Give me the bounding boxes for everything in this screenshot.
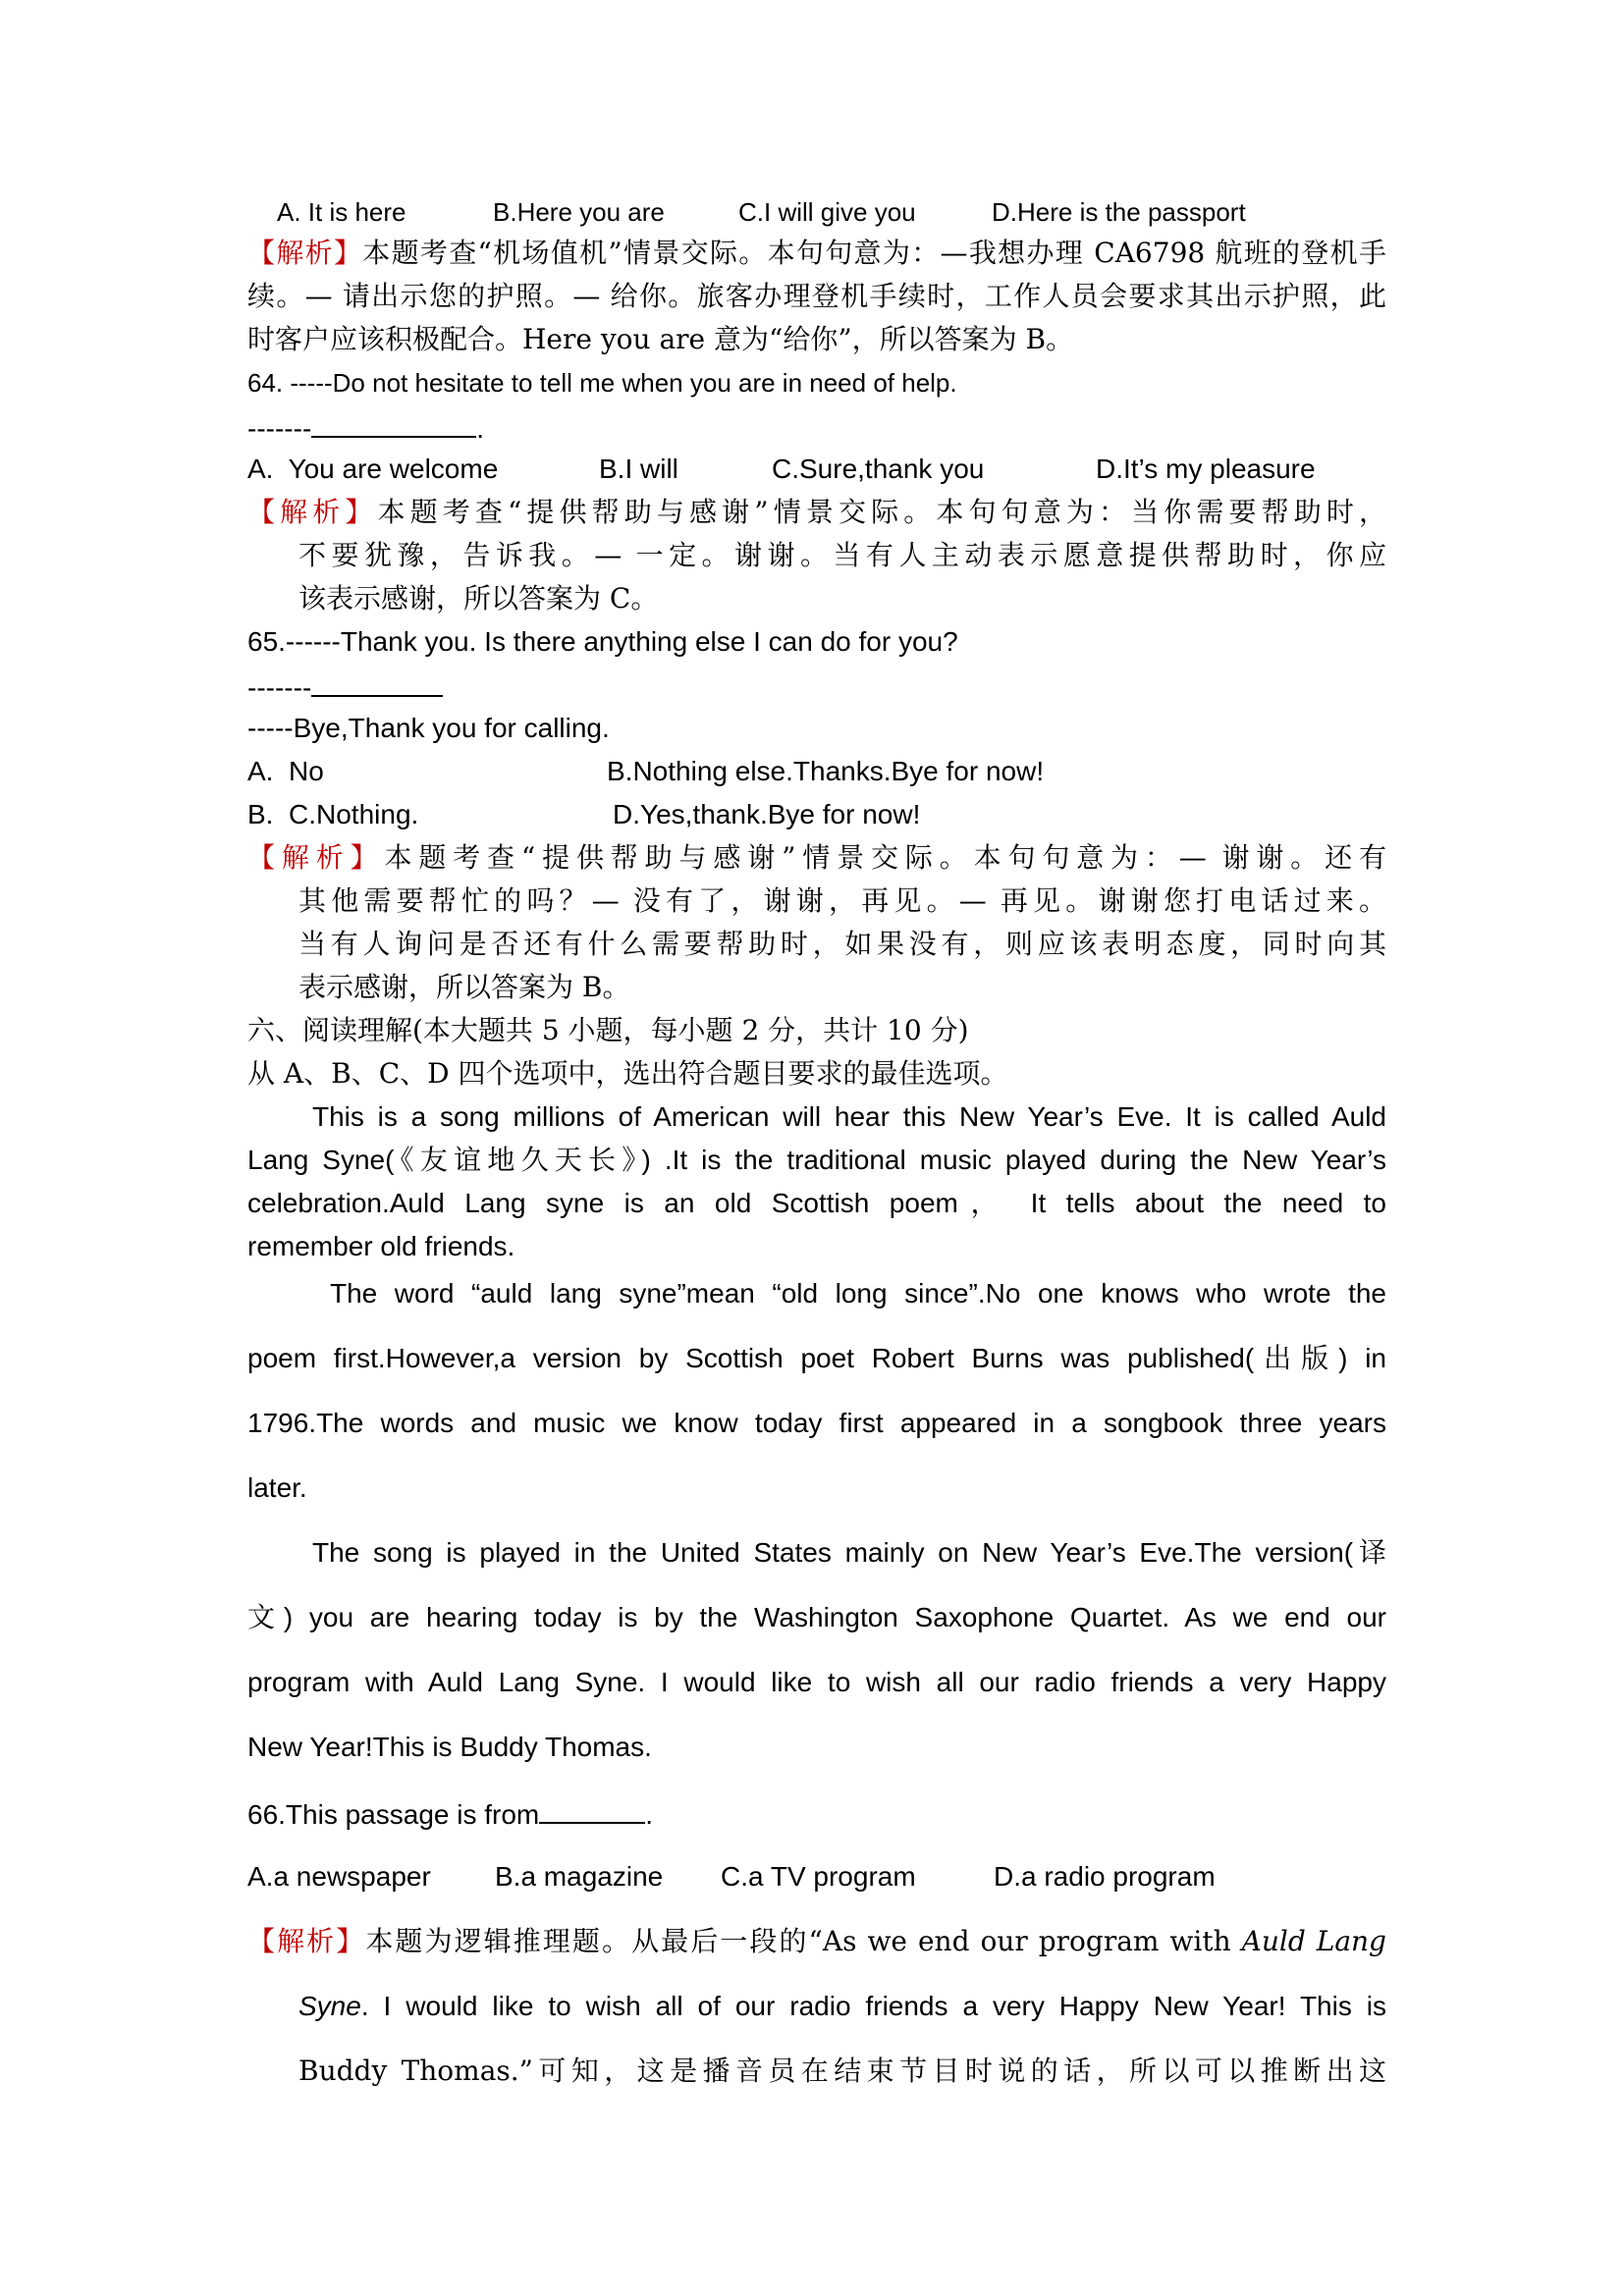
passage-p1-line-1: This is a song millions of American will hear this New Year’s Eve. It is called Auld: [312, 1101, 1386, 1132]
passage-p2-line-4: later.: [247, 1472, 307, 1503]
passage-p1-line-3: celebration.Auld Lang syne is an old Scottish poem， It tells about the need to: [247, 1188, 1386, 1218]
q66-option-d: D.a radio program: [994, 1861, 1216, 1892]
q63-analysis-line-1: 【解析】本题考查“机场值机”情景交际。本句句意为：—我想办理 CA6798 航班的登机手: [247, 237, 1386, 269]
q64-option-c: C.Sure,thank you: [772, 454, 985, 484]
analysis-tag: 【解析】: [247, 841, 385, 874]
answer-blank: [311, 666, 443, 697]
q65-analysis-line-4: 表示感谢，所以答案为 B。: [298, 971, 630, 1003]
q66-analysis-line-2: Syne. I would like to wish all of our radio friends a very Happy New Year! This is: [298, 1991, 1386, 2021]
q65-option-a: A. No: [247, 756, 324, 786]
q65-option-c: B. C.Nothing.: [247, 799, 419, 829]
q66-option-a: A.a newspaper: [247, 1861, 431, 1892]
q63-option-a: A. It is here: [277, 197, 406, 227]
q65-option-b: B.Nothing else.Thanks.Bye for now!: [607, 756, 1045, 786]
q66-analysis-line-3: Buddy Thomas.”可知，这是播音员在结束节目时说的话，所以可以推断出这: [298, 2055, 1386, 2087]
q64-question: 64. -----Do not hesitate to tell me when you are in need of help.: [247, 368, 957, 398]
passage-p3-line-1: The song is played in the United States mainly on New Year’s Eve.The version(译: [312, 1537, 1386, 1568]
passage-p3-line-4: New Year!This is Buddy Thomas.: [247, 1732, 652, 1762]
q65-analysis-line-1: 【解析】本题考查“提供帮助与感谢”情景交际。本句句意为：— 谢谢。还有: [247, 841, 1386, 874]
q63-option-b: B.Here you are: [493, 197, 665, 227]
answer-blank: [311, 406, 476, 438]
analysis-tag: 【解析】: [247, 1925, 366, 1957]
passage-p2-line-3: 1796.The words and music we know today first appeared in a songbook three years: [247, 1408, 1386, 1438]
section-title: 六、阅读理解(本大题共 5 小题，每小题 2 分，共计 10 分): [247, 1014, 969, 1046]
passage-p3-line-3: program with Auld Lang Syne. I would like to wish all our radio friends a very Happy: [247, 1667, 1386, 1697]
q66-option-c: C.a TV program: [721, 1861, 916, 1892]
passage-p1-line-4: remember old friends.: [247, 1231, 515, 1261]
passage-p2-line-1: The word “auld lang syne”mean “old long since”.No one knows who wrote the: [330, 1278, 1386, 1308]
q63-option-d: D.Here is the passport: [992, 197, 1246, 227]
q65-answer-line: -------: [247, 666, 443, 708]
q64-option-a: A. You are welcome: [247, 454, 499, 484]
q64-analysis-line-2: 不要犹豫，告诉我。— 一定。谢谢。当有人主动表示愿意提供帮助时，你应: [298, 539, 1386, 571]
passage-p2-line-2: poem first.However,a version by Scottish poet Robert Burns was published(出版) in: [247, 1343, 1386, 1373]
q65-analysis-line-3: 当有人询问是否还有什么需要帮助时，如果没有，则应该表明态度，同时向其: [298, 928, 1386, 960]
q65-analysis-line-2: 其他需要帮忙的吗？— 没有了，谢谢，再见。— 再见。谢谢您打电话过来。: [298, 884, 1386, 917]
q66-question: 66.This passage is from .: [247, 1792, 653, 1835]
q65-option-d: D.Yes,thank.Bye for now!: [613, 799, 921, 829]
q63-analysis-line-3: 时客户应该积极配合。Here you are 意为“给你”，所以答案为 B。: [247, 323, 1074, 355]
q64-answer-line: ------- .: [247, 406, 484, 449]
analysis-tag: 【解析】: [247, 496, 378, 528]
q64-option-b: B.I will: [599, 454, 678, 484]
q64-analysis-line-1: 【解析】本题考查“提供帮助与感谢”情景交际。本句句意为：当你需要帮助时，: [247, 496, 1386, 528]
q66-option-b: B.a magazine: [495, 1861, 664, 1892]
q65-question: 65.------Thank you. Is there anything else I can do for you?: [247, 626, 958, 657]
q63-option-c: C.I will give you: [738, 197, 916, 227]
answer-blank: [539, 1792, 645, 1824]
q63-analysis-line-2: 续。— 请出示您的护照。— 给你。旅客办理登机手续时，工作人员会要求其出示护照，此: [247, 280, 1386, 312]
q65-reply: -----Bye,Thank you for calling.: [247, 713, 610, 743]
analysis-tag: 【解析】: [247, 237, 363, 269]
section-instruction: 从 A、B、C、D 四个选项中，选出符合题目要求的最佳选项。: [247, 1057, 1008, 1090]
passage-p3-line-2: 文) you are hearing today is by the Washington Saxophone Quartet. As we end our: [247, 1602, 1386, 1632]
q64-option-d: D.It’s my pleasure: [1096, 454, 1316, 484]
passage-p1-line-2: Lang Syne(《友谊地久天长》) .It is the traditional music played during the New Year’s: [247, 1145, 1386, 1175]
q66-analysis-line-1: 【解析】本题为逻辑推理题。从最后一段的“As we end our program with Auld Lang: [247, 1925, 1386, 1957]
q64-analysis-line-3: 该表示感谢，所以答案为 C。: [298, 582, 659, 614]
